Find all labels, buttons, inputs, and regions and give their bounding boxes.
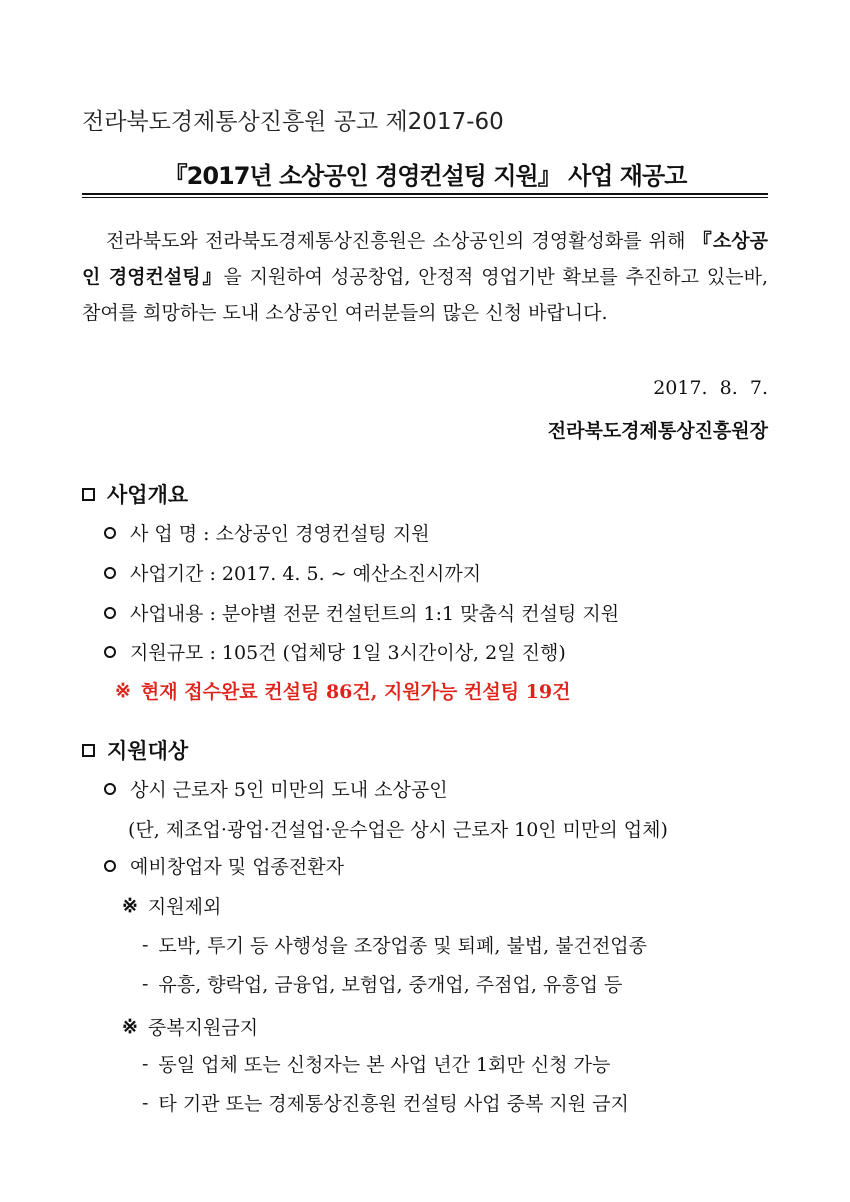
- exclusion-item: [142, 931, 647, 958]
- circle-outline-icon: [104, 860, 116, 872]
- list-item: [104, 775, 448, 802]
- circle-outline-icon: [104, 607, 116, 619]
- exclusion-item-text: 유흥, 향락업, 금융업, 보험업, 중개업, 주점업, 유흥업 등: [158, 974, 623, 996]
- list-item: [104, 852, 344, 879]
- list-item: [104, 638, 566, 665]
- list-item-sub: [128, 815, 668, 842]
- highlight-note: [115, 677, 570, 704]
- exclusion-heading-text: 지원제외: [147, 896, 222, 918]
- list-item-text: 예비창업자 및 업종전환자: [130, 856, 344, 878]
- section-heading-target: [82, 735, 188, 765]
- circle-outline-icon: [104, 567, 116, 579]
- list-item-text: 사 업 명 : 소상공인 경영컨설팅 지원: [130, 523, 430, 545]
- duplicate-item: [142, 1089, 629, 1116]
- duplicate-heading-text: 중복지원금지: [147, 1017, 259, 1039]
- dash-icon: -: [142, 933, 149, 956]
- reference-mark-icon: ※: [122, 1015, 138, 1038]
- duplicate-heading: [122, 1013, 258, 1040]
- notice-number: 전라북도경제통상진흥원 공고 제2017-60: [82, 109, 504, 135]
- list-item: [104, 559, 481, 586]
- duplicate-item: [142, 1050, 610, 1077]
- square-outline-icon: [82, 488, 95, 501]
- section-heading-overview: [82, 479, 188, 509]
- list-item: [104, 519, 430, 546]
- duplicate-item-text: 동일 업체 또는 신청자는 본 사업 년간 1회만 신청 가능: [158, 1054, 611, 1076]
- list-item-text: 지원규모 : 105건 (업체당 1일 3시간이상, 2일 진행): [130, 642, 566, 664]
- issuer-name: 전라북도경제통상진흥원장: [547, 420, 768, 442]
- list-item-text: 상시 근로자 5인 미만의 도내 소상공인: [130, 779, 448, 801]
- highlight-note-text: 현재 접수완료 컨설팅 86건, 지원가능 컨설팅 19건: [140, 681, 571, 703]
- document-title: 『2017년 소상공인 경영컨설팅 지원』 사업 재공고: [163, 162, 687, 190]
- circle-outline-icon: [104, 527, 116, 539]
- exclusion-item: [142, 970, 622, 997]
- dash-icon: -: [142, 1052, 149, 1075]
- section-heading-text: 사업개요: [107, 483, 189, 507]
- list-item: [104, 599, 619, 626]
- intro-bold-text: 『소상공인 경영컨설팅』: [82, 230, 768, 288]
- dash-icon: -: [142, 1091, 149, 1114]
- circle-outline-icon: [104, 646, 116, 658]
- reference-mark-icon: ※: [115, 679, 131, 702]
- notice-date: 2017. 8. 7.: [653, 377, 768, 399]
- title-underline: [82, 193, 768, 198]
- list-item-sub-text: (단, 제조업·광업·건설업·운수업은 상시 근로자 10인 미만의 업체): [128, 819, 668, 841]
- square-outline-icon: [82, 744, 95, 757]
- exclusion-heading: [122, 892, 221, 919]
- duplicate-item-text: 타 기관 또는 경제통상진흥원 컨설팅 사업 중복 지원 금지: [158, 1093, 629, 1115]
- list-item-text: 사업기간 : 2017. 4. 5. ~ 예산소진시까지: [130, 563, 482, 585]
- intro-text-2: 을 지원하여 성공창업, 안정적 영업기반 확보를 추진하고 있는바, 참여를 희망하는 도내 소상공인 여러분들의 많은 신청 바랍니다.: [82, 266, 769, 324]
- exclusion-item-text: 도박, 투기 등 사행성을 조장업종 및 퇴폐, 불법, 불건전업종: [158, 935, 648, 957]
- circle-outline-icon: [104, 783, 116, 795]
- list-item-text: 사업내용 : 분야별 전문 컨설턴트의 1:1 맞춤식 컨설팅 지원: [130, 603, 620, 625]
- section-heading-text: 지원대상: [107, 739, 189, 763]
- reference-mark-icon: ※: [122, 894, 138, 917]
- intro-text-1: 전라북도와 전라북도경제통상진흥원은 소상공인의 경영활성화를 위해: [106, 230, 693, 252]
- intro-paragraph: [82, 223, 768, 331]
- dash-icon: -: [142, 972, 149, 995]
